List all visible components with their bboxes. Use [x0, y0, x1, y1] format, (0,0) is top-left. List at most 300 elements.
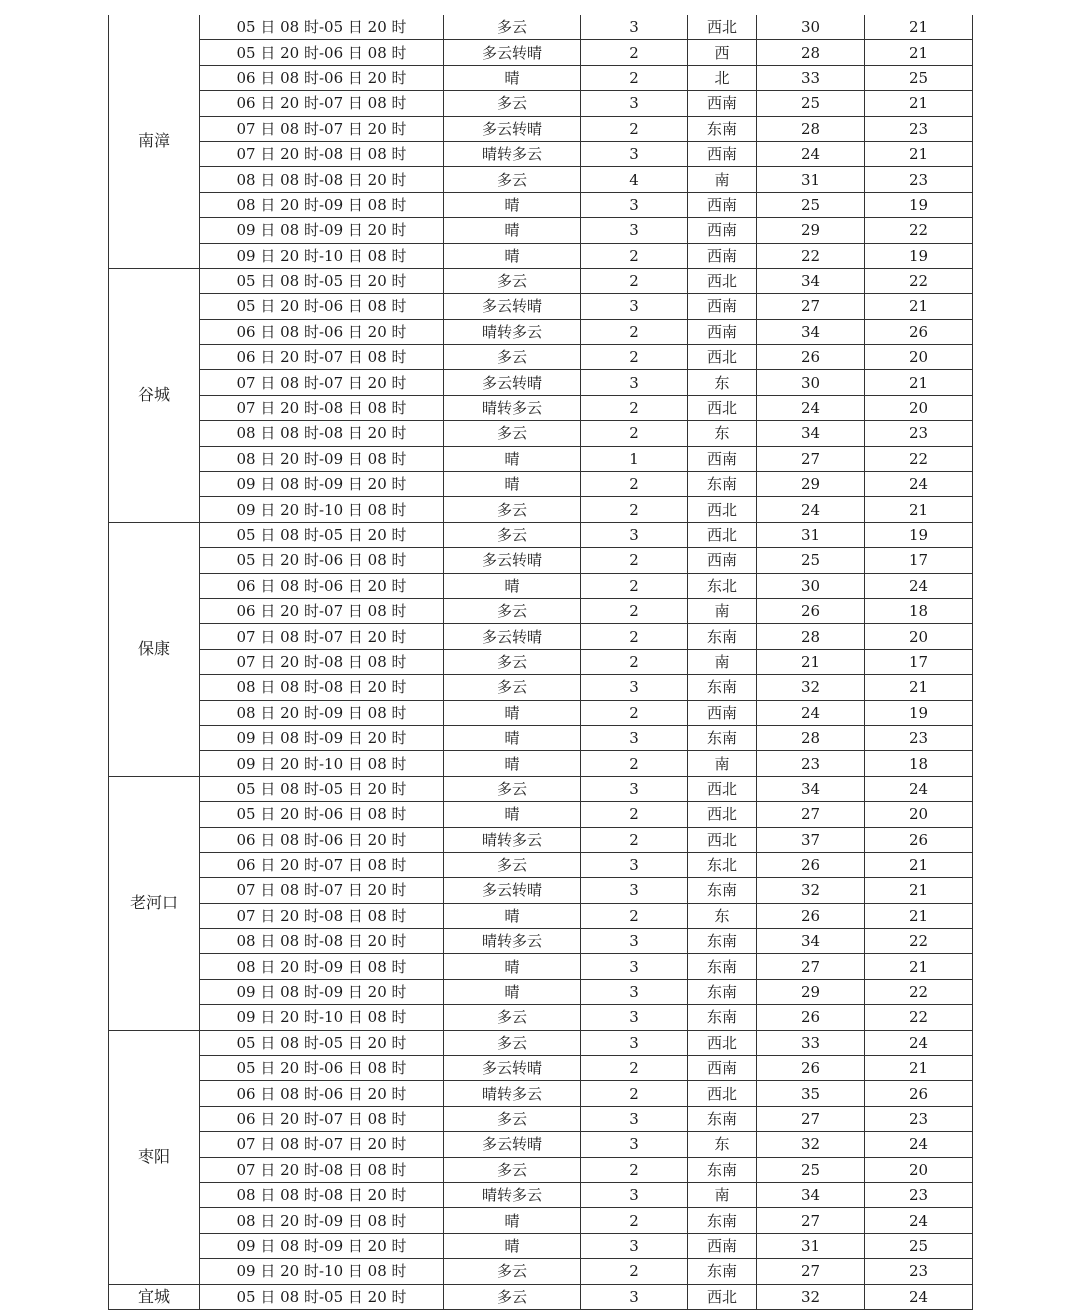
- wind-level-cell: 1: [581, 446, 688, 471]
- table-row: [109, 979, 973, 1004]
- low-temp-cell: 23: [865, 167, 973, 192]
- wind-level-cell: 2: [581, 243, 688, 268]
- low-temp-cell: 23: [865, 421, 973, 446]
- weather-cell: 多云: [444, 167, 581, 192]
- table-row: [109, 91, 973, 116]
- table-row: [109, 522, 973, 547]
- weather-cell: 多云转晴: [444, 40, 581, 65]
- low-temp-cell: 23: [865, 1106, 973, 1131]
- time-period-cell: 09 日 08 时-09 日 20 时: [200, 1233, 444, 1258]
- weather-cell: 多云转晴: [444, 1132, 581, 1157]
- wind-level-cell: 2: [581, 1259, 688, 1284]
- wind-level-cell: 2: [581, 65, 688, 90]
- weather-cell: 多云: [444, 268, 581, 293]
- table-row: [109, 573, 973, 598]
- wind-level-cell: 2: [581, 319, 688, 344]
- wind-level-cell: 3: [581, 141, 688, 166]
- weather-cell: 晴: [444, 903, 581, 928]
- high-temp-cell: 34: [757, 268, 865, 293]
- wind-direction-cell: 东南: [688, 675, 757, 700]
- wind-level-cell: 3: [581, 675, 688, 700]
- wind-level-cell: 2: [581, 116, 688, 141]
- wind-direction-cell: 东: [688, 421, 757, 446]
- time-period-cell: 07 日 08 时-07 日 20 时: [200, 1132, 444, 1157]
- wind-direction-cell: 北: [688, 65, 757, 90]
- wind-direction-cell: 西北: [688, 345, 757, 370]
- high-temp-cell: 31: [757, 522, 865, 547]
- high-temp-cell: 31: [757, 1233, 865, 1258]
- wind-direction-cell: 东南: [688, 472, 757, 497]
- high-temp-cell: 26: [757, 903, 865, 928]
- low-temp-cell: 20: [865, 345, 973, 370]
- station-name-cell: 南漳: [109, 15, 200, 268]
- high-temp-cell: 25: [757, 91, 865, 116]
- weather-cell: 多云: [444, 522, 581, 547]
- wind-level-cell: 3: [581, 192, 688, 217]
- weather-cell: 多云转晴: [444, 116, 581, 141]
- high-temp-cell: 27: [757, 294, 865, 319]
- table-row: [109, 624, 973, 649]
- station-name-cell: 保康: [109, 522, 200, 776]
- table-row: [109, 192, 973, 217]
- table-row: [109, 954, 973, 979]
- low-temp-cell: 26: [865, 827, 973, 852]
- weather-cell: 多云转晴: [444, 878, 581, 903]
- wind-level-cell: 2: [581, 1056, 688, 1081]
- wind-level-cell: 2: [581, 345, 688, 370]
- wind-level-cell: 2: [581, 472, 688, 497]
- wind-direction-cell: 东南: [688, 1157, 757, 1182]
- weather-cell: 晴: [444, 751, 581, 776]
- table-row: [109, 1132, 973, 1157]
- low-temp-cell: 26: [865, 1081, 973, 1106]
- low-temp-cell: 23: [865, 1259, 973, 1284]
- high-temp-cell: 26: [757, 1005, 865, 1030]
- weather-cell: 多云: [444, 1259, 581, 1284]
- wind-direction-cell: 东: [688, 370, 757, 395]
- table-row: [109, 1005, 973, 1030]
- low-temp-cell: 21: [865, 878, 973, 903]
- wind-level-cell: 3: [581, 1284, 688, 1309]
- low-temp-cell: 20: [865, 624, 973, 649]
- forecast-table-body: [109, 15, 973, 1309]
- time-period-cell: 06 日 08 时-06 日 20 时: [200, 573, 444, 598]
- time-period-cell: 06 日 20 时-07 日 08 时: [200, 598, 444, 623]
- wind-direction-cell: 东南: [688, 624, 757, 649]
- table-row: [109, 40, 973, 65]
- wind-direction-cell: 西南: [688, 700, 757, 725]
- wind-level-cell: 2: [581, 802, 688, 827]
- low-temp-cell: 19: [865, 243, 973, 268]
- time-period-cell: 09 日 08 时-09 日 20 时: [200, 725, 444, 750]
- weather-cell: 多云转晴: [444, 294, 581, 319]
- time-period-cell: 08 日 20 时-09 日 08 时: [200, 954, 444, 979]
- low-temp-cell: 21: [865, 903, 973, 928]
- high-temp-cell: 30: [757, 370, 865, 395]
- wind-direction-cell: 东: [688, 1132, 757, 1157]
- wind-direction-cell: 西南: [688, 91, 757, 116]
- low-temp-cell: 22: [865, 218, 973, 243]
- time-period-cell: 06 日 08 时-06 日 20 时: [200, 65, 444, 90]
- time-period-cell: 07 日 20 时-08 日 08 时: [200, 649, 444, 674]
- weather-cell: 晴: [444, 1233, 581, 1258]
- low-temp-cell: 21: [865, 954, 973, 979]
- low-temp-cell: 24: [865, 1208, 973, 1233]
- wind-direction-cell: 西南: [688, 446, 757, 471]
- low-temp-cell: 23: [865, 116, 973, 141]
- forecast-table: [108, 15, 973, 1310]
- low-temp-cell: 19: [865, 522, 973, 547]
- time-period-cell: 05 日 20 时-06 日 08 时: [200, 40, 444, 65]
- weather-cell: 晴: [444, 446, 581, 471]
- table-row: [109, 802, 973, 827]
- time-period-cell: 07 日 08 时-07 日 20 时: [200, 878, 444, 903]
- wind-level-cell: 2: [581, 700, 688, 725]
- wind-direction-cell: 西北: [688, 395, 757, 420]
- high-temp-cell: 26: [757, 345, 865, 370]
- station-name-cell: 老河口: [109, 776, 200, 1030]
- high-temp-cell: 34: [757, 776, 865, 801]
- wind-level-cell: 3: [581, 522, 688, 547]
- wind-direction-cell: 南: [688, 649, 757, 674]
- high-temp-cell: 25: [757, 192, 865, 217]
- wind-level-cell: 3: [581, 979, 688, 1004]
- high-temp-cell: 24: [757, 141, 865, 166]
- high-temp-cell: 32: [757, 1132, 865, 1157]
- table-row: [109, 1182, 973, 1207]
- table-row: [109, 319, 973, 344]
- wind-direction-cell: 西南: [688, 319, 757, 344]
- wind-level-cell: 2: [581, 649, 688, 674]
- weather-cell: 多云: [444, 1030, 581, 1055]
- high-temp-cell: 27: [757, 1106, 865, 1131]
- wind-direction-cell: 西南: [688, 218, 757, 243]
- wind-level-cell: 3: [581, 1182, 688, 1207]
- low-temp-cell: 21: [865, 852, 973, 877]
- table-row: [109, 725, 973, 750]
- wind-direction-cell: 东南: [688, 1106, 757, 1131]
- high-temp-cell: 24: [757, 395, 865, 420]
- high-temp-cell: 29: [757, 979, 865, 1004]
- table-row: [109, 1157, 973, 1182]
- wind-direction-cell: 西北: [688, 802, 757, 827]
- wind-direction-cell: 东南: [688, 1005, 757, 1030]
- weather-cell: 多云: [444, 1157, 581, 1182]
- table-row: [109, 1284, 973, 1309]
- wind-level-cell: 3: [581, 1233, 688, 1258]
- time-period-cell: 05 日 20 时-06 日 08 时: [200, 802, 444, 827]
- weather-cell: 晴转多云: [444, 1182, 581, 1207]
- wind-direction-cell: 东南: [688, 878, 757, 903]
- low-temp-cell: 21: [865, 1056, 973, 1081]
- low-temp-cell: 24: [865, 1284, 973, 1309]
- high-temp-cell: 27: [757, 954, 865, 979]
- high-temp-cell: 34: [757, 1182, 865, 1207]
- low-temp-cell: 17: [865, 649, 973, 674]
- high-temp-cell: 29: [757, 218, 865, 243]
- weather-cell: 多云: [444, 421, 581, 446]
- wind-level-cell: 2: [581, 751, 688, 776]
- low-temp-cell: 21: [865, 497, 973, 522]
- wind-level-cell: 3: [581, 91, 688, 116]
- wind-direction-cell: 东南: [688, 954, 757, 979]
- table-row: [109, 345, 973, 370]
- weather-cell: 多云: [444, 91, 581, 116]
- weather-cell: 晴: [444, 573, 581, 598]
- high-temp-cell: 28: [757, 624, 865, 649]
- time-period-cell: 08 日 08 时-08 日 20 时: [200, 675, 444, 700]
- wind-direction-cell: 东北: [688, 852, 757, 877]
- wind-level-cell: 2: [581, 903, 688, 928]
- high-temp-cell: 26: [757, 1056, 865, 1081]
- time-period-cell: 08 日 20 时-09 日 08 时: [200, 1208, 444, 1233]
- high-temp-cell: 28: [757, 116, 865, 141]
- high-temp-cell: 29: [757, 472, 865, 497]
- table-row: [109, 395, 973, 420]
- low-temp-cell: 24: [865, 573, 973, 598]
- table-row: [109, 852, 973, 877]
- weather-cell: 多云: [444, 1005, 581, 1030]
- low-temp-cell: 17: [865, 548, 973, 573]
- table-row: [109, 1056, 973, 1081]
- weather-cell: 晴: [444, 192, 581, 217]
- low-temp-cell: 24: [865, 1030, 973, 1055]
- wind-direction-cell: 西南: [688, 243, 757, 268]
- weather-cell: 多云: [444, 15, 581, 40]
- weather-cell: 晴: [444, 243, 581, 268]
- low-temp-cell: 22: [865, 1005, 973, 1030]
- table-row: [109, 675, 973, 700]
- table-row: [109, 370, 973, 395]
- table-row: [109, 116, 973, 141]
- weather-cell: 晴: [444, 218, 581, 243]
- table-row: [109, 65, 973, 90]
- weather-cell: 晴: [444, 700, 581, 725]
- low-temp-cell: 20: [865, 802, 973, 827]
- time-period-cell: 09 日 20 时-10 日 08 时: [200, 1005, 444, 1030]
- time-period-cell: 07 日 20 时-08 日 08 时: [200, 903, 444, 928]
- low-temp-cell: 21: [865, 91, 973, 116]
- weather-cell: 多云: [444, 1106, 581, 1131]
- wind-direction-cell: 东南: [688, 116, 757, 141]
- table-row: [109, 700, 973, 725]
- table-row: [109, 243, 973, 268]
- wind-level-cell: 2: [581, 40, 688, 65]
- wind-level-cell: 4: [581, 167, 688, 192]
- weather-cell: 晴转多云: [444, 827, 581, 852]
- wind-level-cell: 2: [581, 598, 688, 623]
- weather-cell: 多云: [444, 675, 581, 700]
- weather-cell: 多云: [444, 345, 581, 370]
- weather-cell: 晴: [444, 979, 581, 1004]
- table-row: [109, 598, 973, 623]
- weather-cell: 多云: [444, 1284, 581, 1309]
- wind-direction-cell: 西北: [688, 497, 757, 522]
- table-row: [109, 167, 973, 192]
- wind-level-cell: 2: [581, 421, 688, 446]
- low-temp-cell: 21: [865, 294, 973, 319]
- weather-cell: 多云: [444, 649, 581, 674]
- wind-level-cell: 3: [581, 852, 688, 877]
- time-period-cell: 06 日 20 时-07 日 08 时: [200, 91, 444, 116]
- time-period-cell: 09 日 20 时-10 日 08 时: [200, 751, 444, 776]
- time-period-cell: 05 日 08 时-05 日 20 时: [200, 15, 444, 40]
- high-temp-cell: 32: [757, 675, 865, 700]
- high-temp-cell: 33: [757, 65, 865, 90]
- time-period-cell: 06 日 20 时-07 日 08 时: [200, 852, 444, 877]
- station-name-cell: 枣阳: [109, 1030, 200, 1284]
- time-period-cell: 08 日 20 时-09 日 08 时: [200, 700, 444, 725]
- time-period-cell: 08 日 20 时-09 日 08 时: [200, 446, 444, 471]
- high-temp-cell: 35: [757, 1081, 865, 1106]
- wind-direction-cell: 西南: [688, 1233, 757, 1258]
- low-temp-cell: 22: [865, 929, 973, 954]
- wind-direction-cell: 西北: [688, 522, 757, 547]
- wind-level-cell: 2: [581, 573, 688, 598]
- table-row: [109, 497, 973, 522]
- high-temp-cell: 32: [757, 1284, 865, 1309]
- time-period-cell: 08 日 08 时-08 日 20 时: [200, 421, 444, 446]
- wind-direction-cell: 西北: [688, 776, 757, 801]
- weather-cell: 晴: [444, 725, 581, 750]
- table-row: [109, 751, 973, 776]
- time-period-cell: 05 日 20 时-06 日 08 时: [200, 1056, 444, 1081]
- table-row: [109, 421, 973, 446]
- low-temp-cell: 24: [865, 472, 973, 497]
- high-temp-cell: 25: [757, 1157, 865, 1182]
- wind-level-cell: 2: [581, 827, 688, 852]
- low-temp-cell: 23: [865, 1182, 973, 1207]
- table-row: [109, 1081, 973, 1106]
- time-period-cell: 07 日 08 时-07 日 20 时: [200, 624, 444, 649]
- wind-direction-cell: 东南: [688, 1208, 757, 1233]
- weather-cell: 晴转多云: [444, 929, 581, 954]
- high-temp-cell: 27: [757, 1259, 865, 1284]
- wind-level-cell: 3: [581, 878, 688, 903]
- time-period-cell: 05 日 20 时-06 日 08 时: [200, 294, 444, 319]
- table-row: [109, 15, 973, 40]
- wind-level-cell: 3: [581, 1030, 688, 1055]
- time-period-cell: 07 日 20 时-08 日 08 时: [200, 141, 444, 166]
- low-temp-cell: 18: [865, 598, 973, 623]
- low-temp-cell: 21: [865, 675, 973, 700]
- wind-level-cell: 3: [581, 776, 688, 801]
- table-row: [109, 548, 973, 573]
- station-name-cell: 谷城: [109, 268, 200, 522]
- high-temp-cell: 30: [757, 15, 865, 40]
- low-temp-cell: 20: [865, 1157, 973, 1182]
- weather-cell: 晴: [444, 954, 581, 979]
- table-row: [109, 1259, 973, 1284]
- weather-cell: 晴转多云: [444, 395, 581, 420]
- low-temp-cell: 19: [865, 192, 973, 217]
- time-period-cell: 06 日 08 时-06 日 20 时: [200, 319, 444, 344]
- time-period-cell: 09 日 20 时-10 日 08 时: [200, 243, 444, 268]
- table-row: [109, 827, 973, 852]
- wind-level-cell: 2: [581, 1208, 688, 1233]
- table-row: [109, 878, 973, 903]
- wind-direction-cell: 西南: [688, 548, 757, 573]
- wind-level-cell: 2: [581, 268, 688, 293]
- wind-level-cell: 3: [581, 1132, 688, 1157]
- weather-cell: 晴: [444, 802, 581, 827]
- table-row: [109, 1208, 973, 1233]
- time-period-cell: 08 日 08 时-08 日 20 时: [200, 929, 444, 954]
- wind-direction-cell: 南: [688, 598, 757, 623]
- low-temp-cell: 22: [865, 446, 973, 471]
- time-period-cell: 09 日 08 时-09 日 20 时: [200, 979, 444, 1004]
- time-period-cell: 06 日 20 时-07 日 08 时: [200, 345, 444, 370]
- high-temp-cell: 25: [757, 548, 865, 573]
- wind-level-cell: 3: [581, 725, 688, 750]
- weather-cell: 晴: [444, 65, 581, 90]
- low-temp-cell: 18: [865, 751, 973, 776]
- wind-direction-cell: 西南: [688, 1056, 757, 1081]
- low-temp-cell: 25: [865, 1233, 973, 1258]
- wind-direction-cell: 东北: [688, 573, 757, 598]
- weather-cell: 多云转晴: [444, 624, 581, 649]
- wind-direction-cell: 西南: [688, 294, 757, 319]
- time-period-cell: 07 日 08 时-07 日 20 时: [200, 116, 444, 141]
- wind-direction-cell: 西北: [688, 1081, 757, 1106]
- table-row: [109, 218, 973, 243]
- wind-level-cell: 2: [581, 395, 688, 420]
- wind-direction-cell: 西: [688, 40, 757, 65]
- wind-direction-cell: 东南: [688, 1259, 757, 1284]
- table-row: [109, 472, 973, 497]
- high-temp-cell: 23: [757, 751, 865, 776]
- high-temp-cell: 27: [757, 1208, 865, 1233]
- wind-level-cell: 2: [581, 1081, 688, 1106]
- low-temp-cell: 20: [865, 395, 973, 420]
- wind-level-cell: 3: [581, 1005, 688, 1030]
- high-temp-cell: 24: [757, 497, 865, 522]
- high-temp-cell: 26: [757, 598, 865, 623]
- high-temp-cell: 26: [757, 852, 865, 877]
- table-row: [109, 903, 973, 928]
- wind-level-cell: 3: [581, 929, 688, 954]
- time-period-cell: 09 日 08 时-09 日 20 时: [200, 472, 444, 497]
- table-row: [109, 776, 973, 801]
- wind-direction-cell: 西南: [688, 141, 757, 166]
- table-row: [109, 446, 973, 471]
- wind-level-cell: 2: [581, 548, 688, 573]
- low-temp-cell: 24: [865, 776, 973, 801]
- weather-cell: 多云转晴: [444, 370, 581, 395]
- high-temp-cell: 27: [757, 802, 865, 827]
- table-row: [109, 141, 973, 166]
- high-temp-cell: 21: [757, 649, 865, 674]
- low-temp-cell: 21: [865, 141, 973, 166]
- wind-level-cell: 2: [581, 624, 688, 649]
- wind-direction-cell: 西北: [688, 827, 757, 852]
- time-period-cell: 07 日 20 时-08 日 08 时: [200, 1157, 444, 1182]
- low-temp-cell: 22: [865, 979, 973, 1004]
- high-temp-cell: 30: [757, 573, 865, 598]
- weather-cell: 多云转晴: [444, 1056, 581, 1081]
- low-temp-cell: 21: [865, 40, 973, 65]
- wind-direction-cell: 西北: [688, 15, 757, 40]
- wind-direction-cell: 东南: [688, 929, 757, 954]
- wind-direction-cell: 南: [688, 1182, 757, 1207]
- wind-level-cell: 2: [581, 1157, 688, 1182]
- time-period-cell: 05 日 08 时-05 日 20 时: [200, 522, 444, 547]
- low-temp-cell: 19: [865, 700, 973, 725]
- time-period-cell: 05 日 20 时-06 日 08 时: [200, 548, 444, 573]
- time-period-cell: 09 日 08 时-09 日 20 时: [200, 218, 444, 243]
- high-temp-cell: 34: [757, 929, 865, 954]
- weather-cell: 晴转多云: [444, 1081, 581, 1106]
